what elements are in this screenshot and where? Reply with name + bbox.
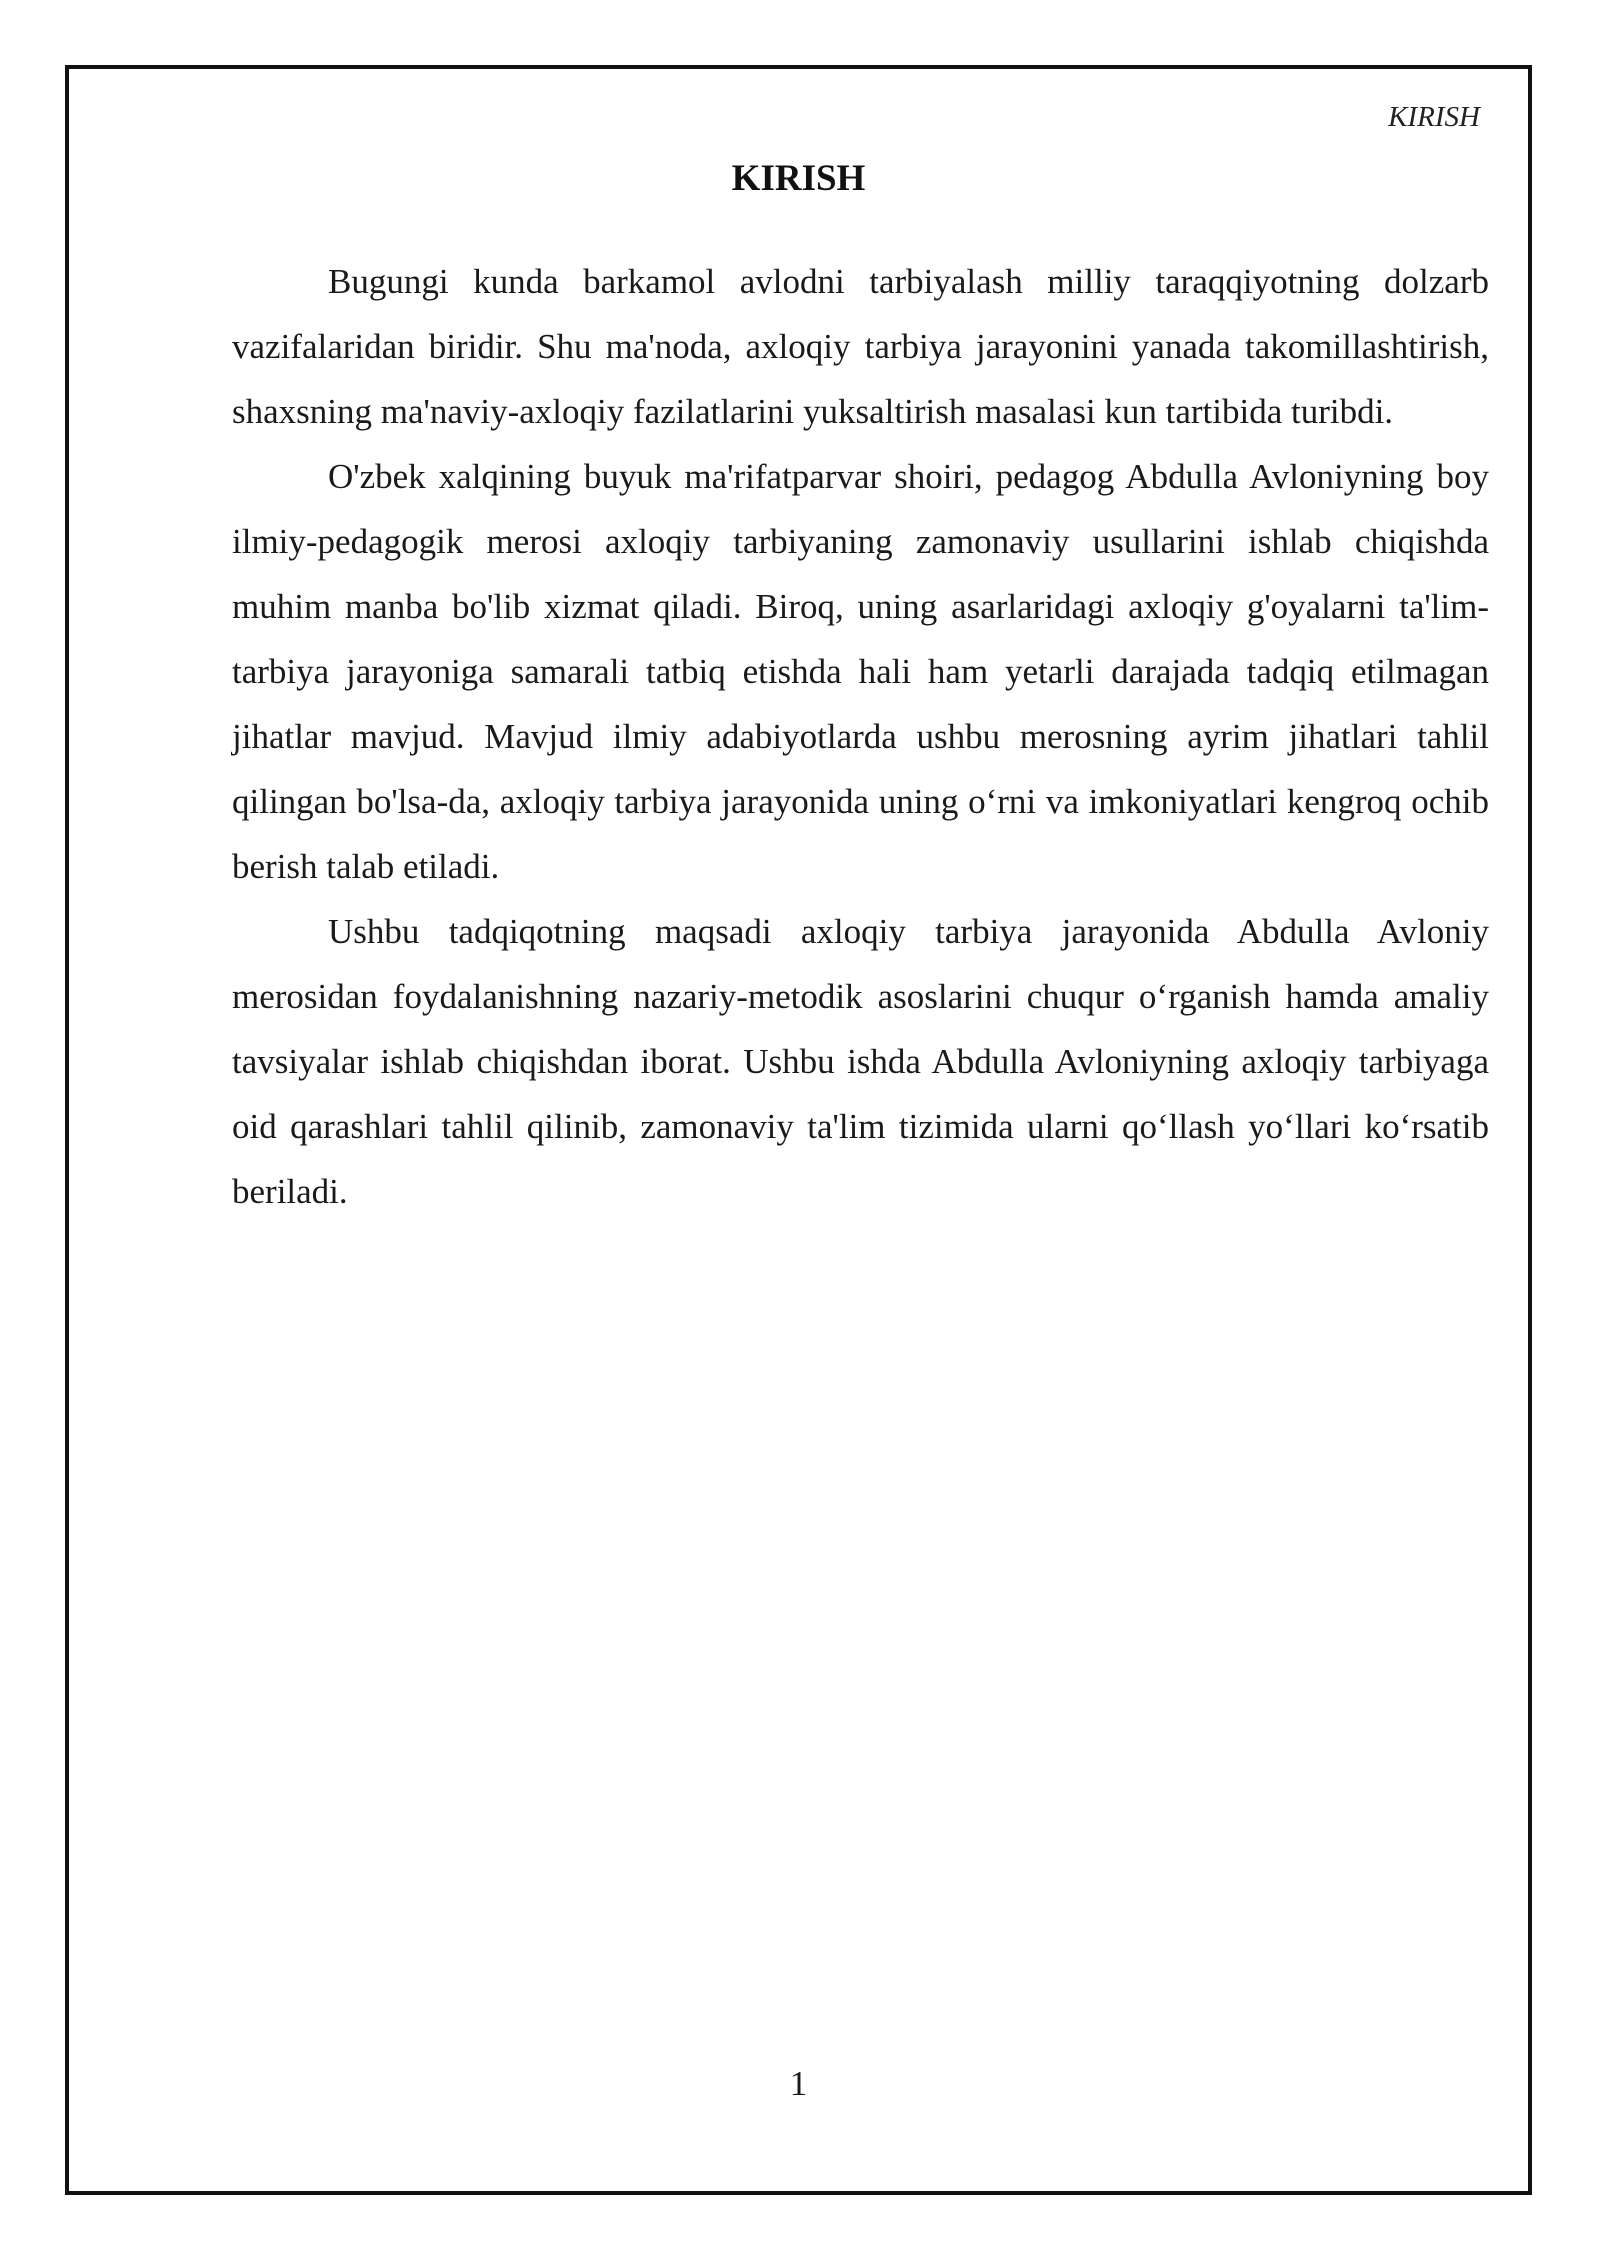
page-frame — [65, 65, 1532, 2195]
section-title: KIRISH — [731, 158, 866, 199]
paragraph-3: Ushbu tadqiqotning maqsadi axloqiy tarbiya jarayonida Abdulla Avloniy merosidan foydalanishning nazariy-metodik asoslarini chuqur o‘rganish hamda amaliy tavsiyalar ishlab chiqishdan iborat. Ushbu ishda Abdulla Avloniyning axloqiy tarbiyaga oid qarashlari tahlil qilinib, zamonaviy ta'lim tizimida ularni qo‘llash yo‘llari ko‘rsatib beriladi. — [232, 912, 1489, 1211]
running-header: KIRISH — [1388, 101, 1480, 133]
paragraph-2: O'zbek xalqining buyuk ma'rifatparvar shoiri, pedagog Abdulla Avloniyning boy ilmiy-pedagogik merosi axloqiy tarbiyaning zamonaviy usullarini ishlab chiqishda muhim manba bo'lib xizmat qiladi. Biroq, uning asarlaridagi axloqiy g'oyalarni ta'lim-tarbiya jarayoniga samarali tatbiq etishda hali ham yetarli darajada tadqiq etilmagan jihatlar mavjud. Mavjud ilmiy adabiyotlarda ushbu merosning ayrim jihatlari tahlil qilingan bo'lsa-da, axloqiy tarbiya jarayonida uning o‘rni va imkoniyatlari kengroq ochib berish talab etiladi. — [232, 457, 1489, 886]
body-text — [232, 249, 1489, 1224]
paragraph-1: Bugungi kunda barkamol avlodni tarbiyalash milliy taraqqiyotning dolzarb vazifalaridan biridir. Shu ma'noda, axloqiy tarbiya jarayonini yanada takomillashtirish, shaxsning ma'naviy-axloqiy fazilatlarini yuksaltirish masalasi kun tartibida turibdi. — [232, 262, 1489, 431]
page-number: 1 — [789, 2064, 808, 2103]
